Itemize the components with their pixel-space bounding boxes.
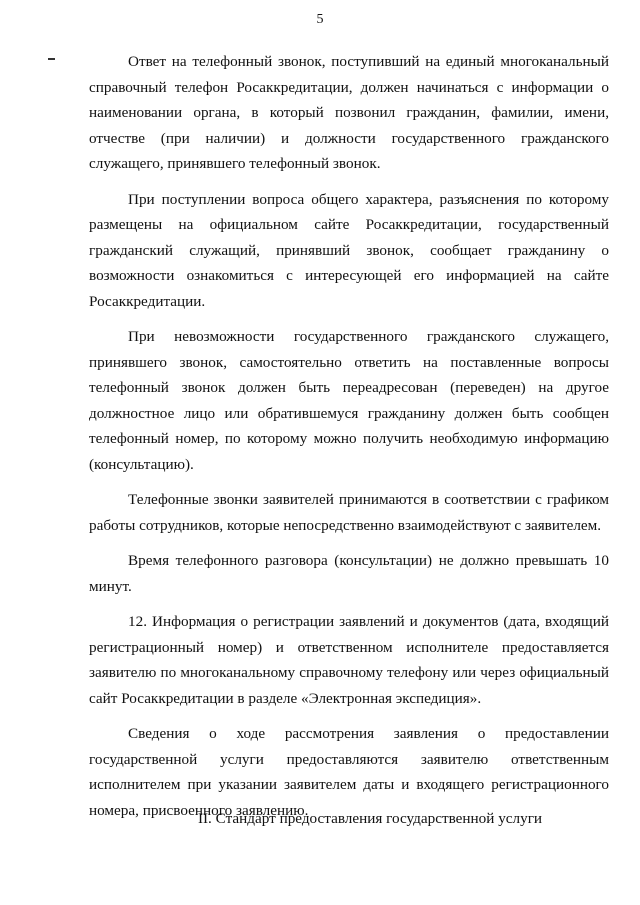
- paragraph-general-question: При поступлении вопроса общего характера, разъяснения по которому размещены на официальном сайте Росаккредитации, государственный гражданский служащий, принявший звонок, сообщает гражданину о возможности ознакомиться с интересующей его информацией на сайте Росаккредитации.: [89, 190, 609, 310]
- section-heading: II. Стандарт предоставления государственной услуги: [197, 810, 543, 827]
- paragraph-call-schedule: Телефонные звонки заявителей принимаются в соответствии с графиком работы сотрудников, которые непосредственно взаимодействуют с заявителем.: [89, 491, 609, 534]
- paragraph-status-info: Сведения о ходе рассмотрения заявления о предоставлении государственной услуги предоставляются заявителю ответственным исполнителем при указании заявителем даты и входящего регистрационного номера, присвоенного заявлению.: [89, 725, 609, 819]
- paragraph-call-redirect: При невозможности государственного гражданского служащего, принявшего звонок, самостоятельно ответить на поставленные вопросы телефонный звонок должен быть переадресован (переведен) на другое должностное лицо или обратившемуся гражданину должен быть сообщен телефонный номер, по которому можно получить необходимую информацию (консультацию).: [89, 328, 609, 473]
- paragraph-call-duration: Время телефонного разговора (консультации) не должно превышать 10 минут.: [89, 552, 609, 595]
- paragraph-registration-info: 12. Информация о регистрации заявлений и документов (дата, входящий регистрационный номер) и ответственном исполнителе предоставляется заявителю по многоканальному справочному телефону или через официальный сайт Росаккредитации в разделе «Электронная экспедиция».: [89, 613, 609, 707]
- page-number: 5: [316, 12, 324, 27]
- paragraph-phone-call-answer: Ответ на телефонный звонок, поступивший на единый многоканальный справочный телефон Росаккредитации, должен начинаться с информации о наименовании органа, в который позвонил гражданин, фамилии, имени, отчестве (при наличии) и должности государственного гражданского служащего, принявшего телефонный звонок.: [89, 53, 609, 172]
- margin-mark: [48, 58, 55, 60]
- body-text: [89, 49, 609, 833]
